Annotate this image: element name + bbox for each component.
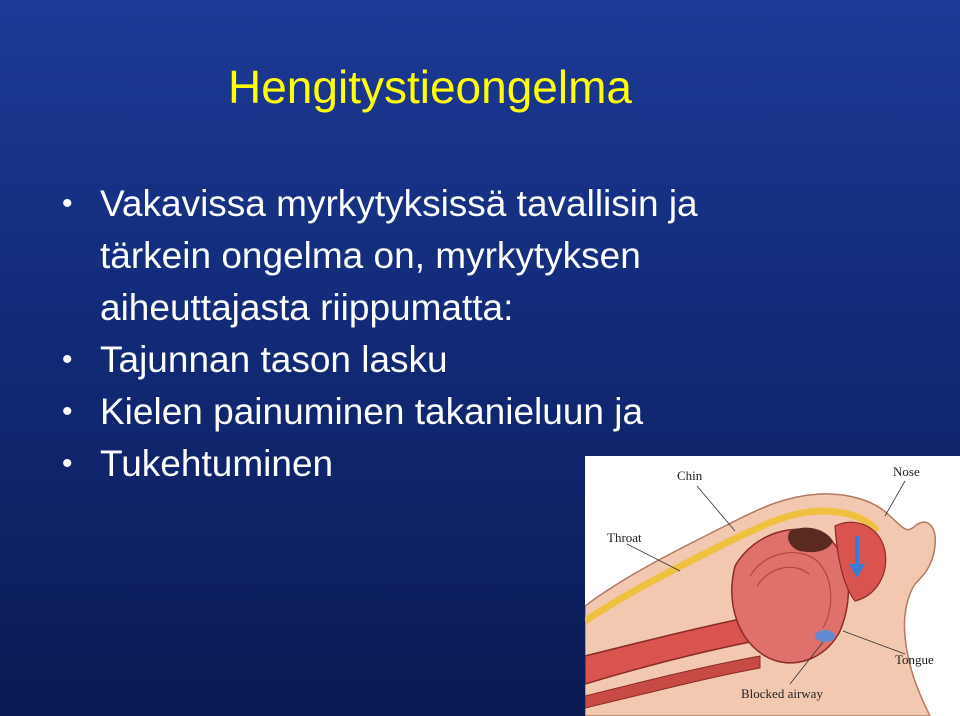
bullet-line: tärkein ongelma on, myrkytyksen — [100, 235, 641, 276]
bullet-line: aiheuttajasta riippumatta: — [100, 287, 514, 328]
bullet-item — [62, 386, 698, 438]
bullet-list — [62, 178, 698, 490]
label-nose: Nose — [893, 464, 920, 479]
bullet-dot: • — [62, 395, 73, 428]
airway-anatomy-drawing — [585, 456, 960, 716]
bullet-line: Tukehtuminen — [100, 443, 334, 484]
slide-title: Hengitystieongelma — [228, 61, 633, 113]
label-throat: Throat — [607, 530, 642, 545]
bullet-item — [62, 178, 698, 334]
airway-illustration — [585, 456, 960, 716]
bullet-line: Kielen painuminen takanieluun ja — [100, 391, 644, 432]
bullet-dot: • — [62, 343, 73, 376]
bullet-item — [62, 334, 698, 386]
label-tongue: Tongue — [895, 652, 934, 667]
bullet-dot: • — [62, 447, 73, 480]
bullet-line: Vakavissa myrkytyksissä tavallisin ja — [100, 183, 698, 224]
bullet-line: Tajunnan tason lasku — [100, 339, 448, 380]
bullet-dot: • — [62, 187, 73, 220]
label-blocked-airway: Blocked airway — [741, 686, 823, 701]
label-chin: Chin — [677, 468, 703, 483]
